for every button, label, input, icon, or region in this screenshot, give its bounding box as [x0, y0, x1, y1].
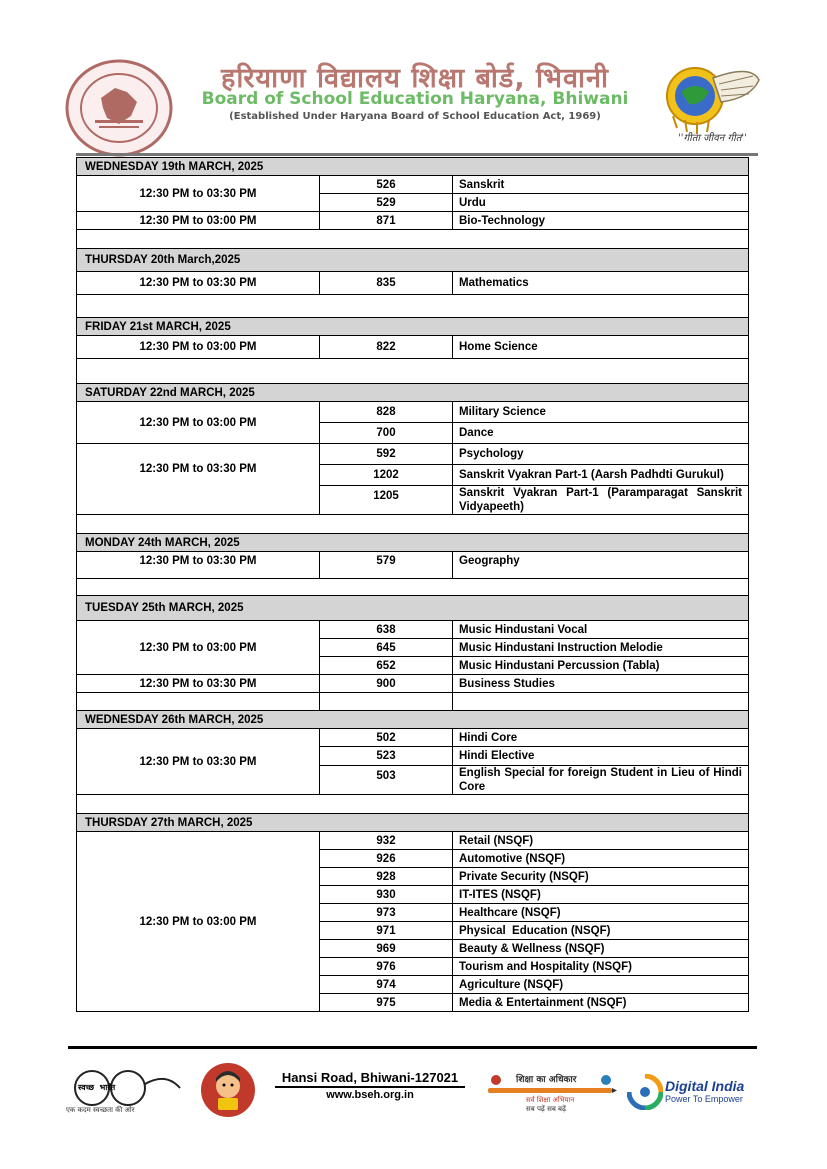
day-header-row [77, 814, 749, 832]
shiksha-title: शिक्षा का अधिकार [516, 1075, 577, 1085]
table-row [77, 336, 749, 359]
spacer-cell [453, 693, 749, 711]
digital-india-logo [625, 1072, 755, 1112]
subject-code: 1202 [320, 465, 453, 486]
swachh-text: स्वच्छ भारत [78, 1083, 116, 1092]
subject-code: 871 [320, 212, 453, 230]
subject-name: English Special for foreign Student in Lieu of Hindi Core [453, 766, 749, 795]
subject-name: Retail (NSQF) [453, 832, 749, 850]
digital-india-subtitle: Power To Empower [665, 1094, 743, 1104]
address-underline [275, 1086, 465, 1088]
subject-name: Dance [453, 423, 749, 444]
day-title: THURSDAY 20th March,2025 [77, 249, 749, 272]
board-seal-icon [65, 58, 173, 158]
exam-time: 12:30 PM to 03:30 PM [77, 729, 320, 795]
subject-code: 900 [320, 675, 453, 693]
subject-name: Home Science [453, 336, 749, 359]
header-divider [76, 153, 758, 156]
day-title: SATURDAY 22nd MARCH, 2025 [77, 384, 749, 402]
subject-code: 822 [320, 336, 453, 359]
subject-name: Sanskrit [453, 176, 749, 194]
subject-name: Mathematics [453, 272, 749, 295]
motto-text: ''गीता जीवन गीत'' [678, 133, 747, 144]
exam-time: 12:30 PM to 03:30 PM [77, 272, 320, 295]
day-title: THURSDAY 27th MARCH, 2025 [77, 814, 749, 832]
table-row [77, 621, 749, 639]
day-title: FRIDAY 21st MARCH, 2025 [77, 318, 749, 336]
exam-time: 12:30 PM to 03:30 PM [77, 176, 320, 212]
spacer-row [77, 579, 749, 596]
subject-code: 700 [320, 423, 453, 444]
spacer-row [77, 515, 749, 534]
table-row [77, 675, 749, 693]
subject-code: 828 [320, 402, 453, 423]
subject-name: IT-ITES (NSQF) [453, 886, 749, 904]
footer-divider [68, 1046, 757, 1049]
subject-code: 932 [320, 832, 453, 850]
spacer-row [77, 230, 749, 249]
subject-name: Tourism and Hospitality (NSQF) [453, 958, 749, 976]
exam-time: 12:30 PM to 03:00 PM [77, 621, 320, 675]
spacer-row [77, 359, 749, 384]
subject-name: Beauty & Wellness (NSQF) [453, 940, 749, 958]
day-header-row [77, 534, 749, 552]
subject-name: Military Science [453, 402, 749, 423]
established-note: (Established Under Haryana Board of School Education Act, 1969) [229, 111, 601, 122]
spacer-cell [77, 693, 320, 711]
day-title: WEDNESDAY 26th MARCH, 2025 [77, 711, 749, 729]
table-row [77, 552, 749, 579]
subject-code: 973 [320, 904, 453, 922]
shiksha-line2: सब पढ़ें सब बढ़ें [526, 1105, 566, 1113]
spacer-cell [320, 693, 453, 711]
board-address: Hansi Road, Bhiwani-127021 [281, 1070, 459, 1085]
swachh-tagline: एक कदम स्वच्छता की ओर [66, 1106, 135, 1114]
digital-india-title: Digital India [665, 1078, 745, 1094]
swachh-bharat-logo [66, 1068, 186, 1114]
subject-code: 835 [320, 272, 453, 295]
day-header-row [77, 318, 749, 336]
subject-code: 928 [320, 868, 453, 886]
board-website-link[interactable]: www.bseh.org.in [326, 1089, 414, 1101]
subject-code: 974 [320, 976, 453, 994]
spacer-cell [77, 515, 749, 534]
subject-name: Media & Entertainment (NSQF) [453, 994, 749, 1012]
digital-india-swirl-icon [627, 1074, 663, 1110]
subject-code: 645 [320, 639, 453, 657]
letterhead [0, 0, 827, 160]
beti-bachao-logo-icon [197, 1062, 259, 1118]
day-header-row [77, 384, 749, 402]
spacer-cell [77, 230, 749, 249]
board-title-english: Board of School Education Haryana, Bhiwani [201, 89, 629, 109]
subject-code: 976 [320, 958, 453, 976]
exam-time: 12:30 PM to 03:00 PM [77, 402, 320, 444]
spacer-cell [77, 359, 749, 384]
subject-code: 529 [320, 194, 453, 212]
day-header-row [77, 249, 749, 272]
table-row [77, 212, 749, 230]
subject-name: Geography [453, 552, 749, 579]
subject-name: Business Studies [453, 675, 749, 693]
subject-name: Music Hindustani Percussion (Tabla) [453, 657, 749, 675]
subject-name: Healthcare (NSQF) [453, 904, 749, 922]
table-row [77, 832, 749, 850]
exam-time: 12:30 PM to 03:00 PM [77, 212, 320, 230]
subject-code: 579 [320, 552, 453, 579]
subject-code: 930 [320, 886, 453, 904]
day-title: WEDNESDAY 19th MARCH, 2025 [77, 158, 749, 176]
subject-code: 969 [320, 940, 453, 958]
subject-code: 638 [320, 621, 453, 639]
exam-time: 12:30 PM to 03:30 PM [77, 552, 320, 579]
subject-name: Hindi Core [453, 729, 749, 747]
board-title-hindi: हरियाणा विद्यालय शिक्षा बोर्ड, भिवानी [221, 63, 609, 94]
subject-code: 971 [320, 922, 453, 940]
exam-time: 12:30 PM to 03:30 PM [77, 444, 320, 515]
table-row [77, 272, 749, 295]
spacer-row [77, 795, 749, 814]
subject-name: Music Hindustani Instruction Melodie [453, 639, 749, 657]
spacer-row [77, 693, 749, 711]
subject-name: Urdu [453, 194, 749, 212]
subject-code: 1205 [320, 486, 453, 515]
day-header-row [77, 158, 749, 176]
subject-name: Automotive (NSQF) [453, 850, 749, 868]
table-row [77, 729, 749, 747]
subject-code: 526 [320, 176, 453, 194]
day-header-row [77, 711, 749, 729]
subject-name: Physical Education (NSQF) [453, 922, 749, 940]
table-row [77, 444, 749, 465]
subject-name: Music Hindustani Vocal [453, 621, 749, 639]
subject-name: Agriculture (NSQF) [453, 976, 749, 994]
subject-name: Sanskrit Vyakran Part-1 (Paramparagat Sanskrit Vidyapeeth) [453, 486, 749, 515]
exam-time: 12:30 PM to 03:00 PM [77, 336, 320, 359]
subject-name: Private Security (NSQF) [453, 868, 749, 886]
subject-name: Sanskrit Vyakran Part-1 (Aarsh Padhdti Gurukul) [453, 465, 749, 486]
subject-code: 652 [320, 657, 453, 675]
subject-code: 503 [320, 766, 453, 795]
subject-code: 523 [320, 747, 453, 766]
shiksha-line1: सर्व शिक्षा अभियान [526, 1096, 575, 1104]
subject-name: Psychology [453, 444, 749, 465]
subject-code: 502 [320, 729, 453, 747]
subject-code: 975 [320, 994, 453, 1012]
shiksha-ka-adhikar-logo [482, 1070, 617, 1116]
subject-name: Hindi Elective [453, 747, 749, 766]
subject-code: 926 [320, 850, 453, 868]
exam-time: 12:30 PM to 03:00 PM [77, 832, 320, 1012]
table-row [77, 402, 749, 423]
spacer-row [77, 295, 749, 318]
spacer-cell [77, 295, 749, 318]
subject-name: Bio-Technology [453, 212, 749, 230]
table-row [77, 176, 749, 194]
spacer-cell [77, 579, 749, 596]
day-title: TUESDAY 25th MARCH, 2025 [77, 596, 749, 621]
day-header-row [77, 596, 749, 621]
subject-code: 592 [320, 444, 453, 465]
spacer-cell [77, 795, 749, 814]
day-title: MONDAY 24th MARCH, 2025 [77, 534, 749, 552]
exam-schedule-table [76, 157, 749, 1012]
exam-time: 12:30 PM to 03:30 PM [77, 675, 320, 693]
